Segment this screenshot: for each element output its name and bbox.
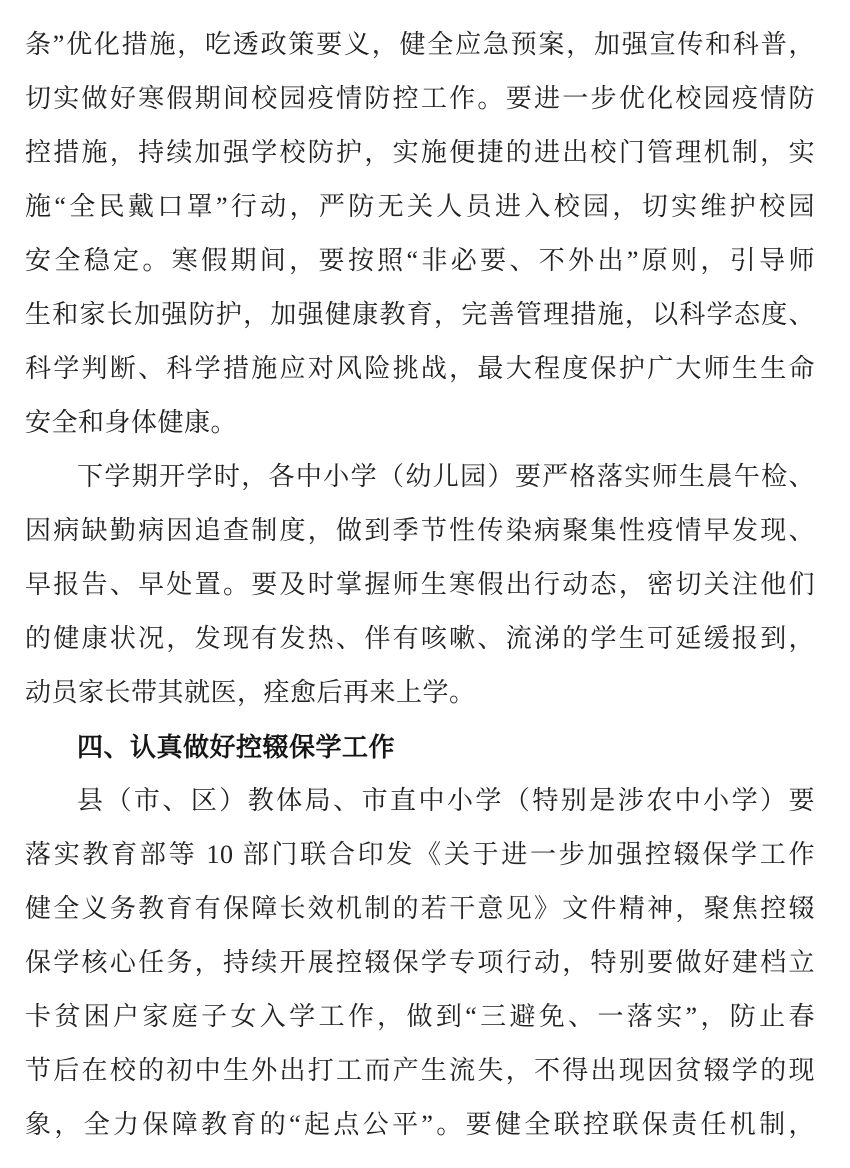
text-line: 条”优化措施，吃透政策要义，健全应急预案，加强宣传和科普， bbox=[25, 30, 815, 59]
paragraph-end-line: 动员家长带其就医，痊愈后再来上学。 bbox=[25, 678, 476, 707]
text-line: 的健康状况，发现有发热、伴有咳嗽、流涕的学生可延缓报到， bbox=[25, 624, 815, 653]
text-line: 因病缺勤病因追查制度，做到季节性传染病聚集性疫情早发现、 bbox=[25, 516, 815, 545]
text-line: 健全义务教育有保障长效机制的若干意见》文件精神，聚焦控辍 bbox=[25, 894, 815, 923]
text-line: 施“全民戴口罩”行动，严防无关人员进入校园，切实维护校园 bbox=[25, 192, 815, 221]
section-heading: 四、认真做好控辍保学工作 bbox=[77, 732, 396, 762]
text-line: 落实教育部等 10 部门联合印发《关于进一步加强控辍保学工作 bbox=[25, 840, 815, 869]
text-line: 象，全力保障教育的“起点公平”。要健全联控联保责任机制， bbox=[25, 1110, 815, 1139]
text-line: 保学核心任务，持续开展控辍保学专项行动，特别要做好建档立 bbox=[25, 948, 815, 977]
text-line: 控措施，持续加强学校防护，实施便捷的进出校门管理机制，实 bbox=[25, 138, 815, 167]
paragraph-start-line: 县（市、区）教体局、市直中小学（特别是涉农中小学）要 bbox=[77, 786, 815, 815]
text-line: 早报告、早处置。要及时掌握师生寒假出行动态，密切关注他们 bbox=[25, 570, 815, 599]
text-line: 切实做好寒假期间校园疫情防控工作。要进一步优化校园疫情防 bbox=[25, 84, 815, 113]
text-line: 卡贫困户家庭子女入学工作，做到“三避免、一落实”，防止春 bbox=[25, 1002, 815, 1031]
text-line: 节后在校的初中生外出打工而产生流失，不得出现因贫辍学的现 bbox=[25, 1056, 815, 1085]
text-line: 生和家长加强防护，加强健康教育，完善管理措施，以科学态度、 bbox=[25, 300, 815, 329]
text-line: 安全稳定。寒假期间，要按照“非必要、不外出”原则，引导师 bbox=[25, 246, 815, 275]
text-line: 科学判断、科学措施应对风险挑战，最大程度保护广大师生生命 bbox=[25, 354, 815, 383]
paragraph-start-line: 下学期开学时，各中小学（幼儿园）要严格落实师生晨午检、 bbox=[77, 462, 815, 491]
paragraph-end-line: 安全和身体健康。 bbox=[25, 408, 238, 437]
